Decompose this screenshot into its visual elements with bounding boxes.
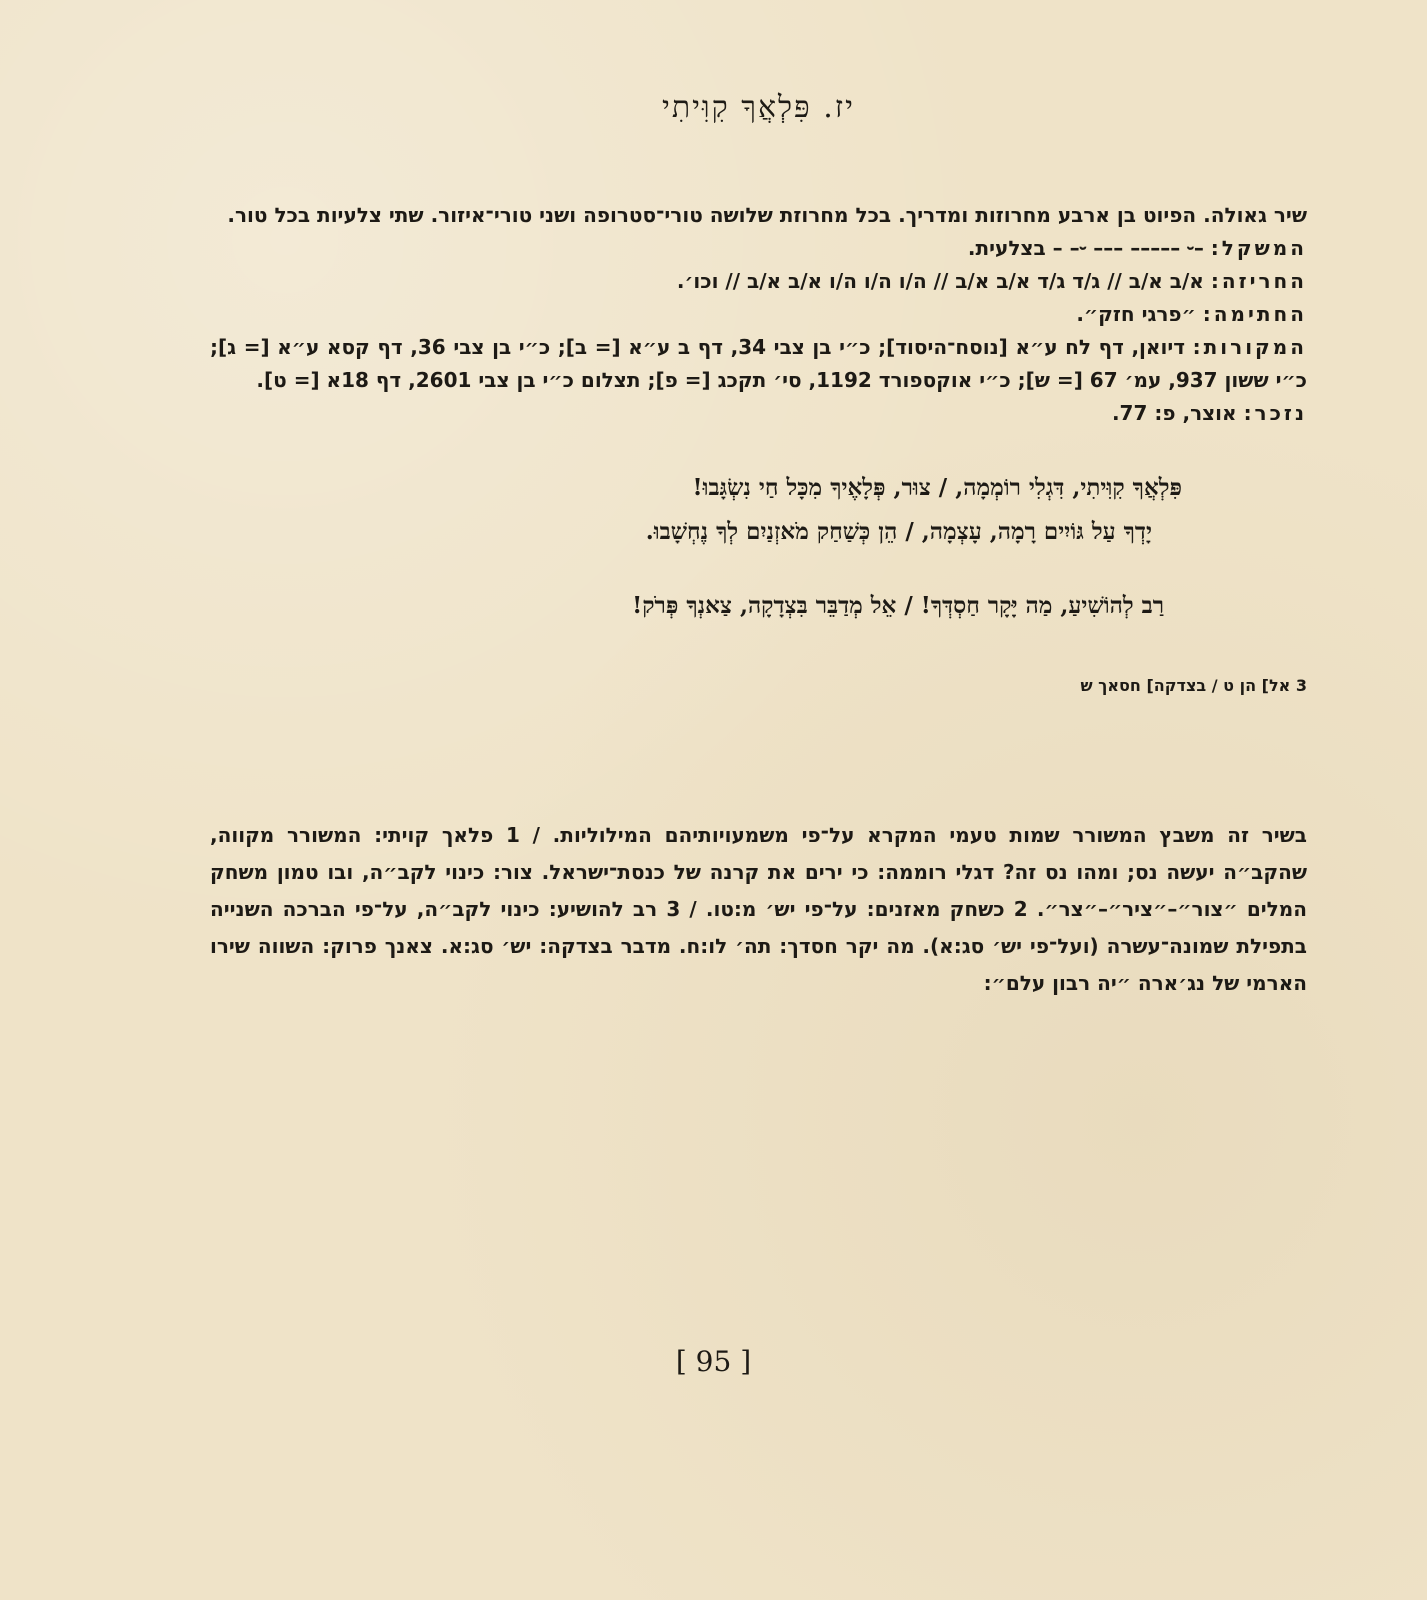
poem-title: יז. פִּלְאֲךָ קִוִּיתִי bbox=[661, 90, 856, 125]
intro-paragraph: שיר גאולה. הפיוט בן ארבע מחרוזות ומדריך. בכל מחרוזת שלושה טורי־סטרופה ושני טורי־איזור. שתי צלעיות בכל טור. bbox=[227, 203, 1307, 227]
commentary-notes: בשיר זה משבץ המשורר שמות טעמי המקרא על־פי משמעויותיהם המילוליות. / 1 פלאך קויתי: המשורר מקווה, שהקב״ה יעשה נס; ומהו נס זה? דגלי רוממה: כי ירים את קרנה של כנסת־ישראל. צור: כינוי לקב״ה, ובו טמון משחק המלים ״צור״–״ציר״–״צר״. 2 כשחק מאזנים: על־פי יש׳ מ:טו. / 3 רב להושיע: כינוי לקב״ה, על־פי הברכה השנייה בתפילת שמונה־עשרה (ועל־פי יש׳ סג:א). מה יקר חסדך: תה׳ לו:ח. מדבר בצדקה: יש׳ סג:א. צאנך פרוק: השווה שירו הארמי של נג׳ארה ״יה רבון עלם״: bbox=[210, 823, 1307, 995]
mentioned-label: נזכר: bbox=[1243, 401, 1307, 425]
acrostic-value: ״פרגי חזק״. bbox=[1076, 302, 1196, 326]
sources-label: המקורות: bbox=[1192, 335, 1307, 359]
sources-value: דיואן, דף לח ע״א [נוסח־היסוד]; כ״י בן צבי 34, דף ב ע״א [= ב]; כ״י בן צבי 36, דף קסא ע״א [= ג]; כ״י ששון 937, עמ׳ 67 [= ש]; כ״י אוקספורד 1192, סי׳ תקכג [= פ]; תצלום כ״י בן צבי 2601, דף 18א [= ט]. bbox=[210, 335, 1307, 392]
page-body bbox=[210, 90, 1307, 1002]
poem-text bbox=[210, 466, 1307, 628]
acrostic-label: החתימה: bbox=[1202, 302, 1307, 326]
acrostic-line bbox=[210, 298, 1307, 331]
page-number: [ 95 ] bbox=[675, 1345, 752, 1378]
rhyme-value: א/ב א/ב // ג/ד ג/ד א/ב א/ב // ה/ו ה/ו ה/ו א/ב א/ב // וכו׳. bbox=[676, 269, 1204, 293]
meter-value: –⏑ ––––– ––– ⏑– – בצלעית. bbox=[967, 236, 1204, 260]
meter-label: המשקל: bbox=[1210, 236, 1307, 260]
mentioned-line bbox=[210, 397, 1307, 430]
poem-line-1: פִּלְאֲךָ קִוִּיתִי, דִּגְלִי רוֹמְמָה, / צוּר, פְּלָאֶיךָ מִכָּל חַי נִשְׂגָּבוּ! bbox=[692, 474, 1182, 501]
textual-variants: 3 אל] הן ט / בצדקה] חסאך ש bbox=[1080, 676, 1307, 695]
mentioned-value: אוצר, פ: 77. bbox=[1111, 401, 1237, 425]
rhyme-line bbox=[210, 265, 1307, 298]
sources-line bbox=[210, 331, 1307, 397]
rhyme-label: החריזה: bbox=[1210, 269, 1307, 293]
poem-line-3: רַב לְהוֹשִׁיעַ, מַה יָּקָר חַסְדְּךָ! / אֵל מְדַבֵּר בִּצְדָקָה, צַאנְךָ פְּרֹק! bbox=[632, 592, 1164, 619]
meter-line bbox=[210, 232, 1307, 265]
poem-line-2: יָדְךָ עַל גּוֹיִים רָמָה, עָצְמָה, / הֵן כְּשַׁחַק מֹאזְנַיִם לְךָ נֶחְשָׁבוּ. bbox=[645, 518, 1152, 545]
